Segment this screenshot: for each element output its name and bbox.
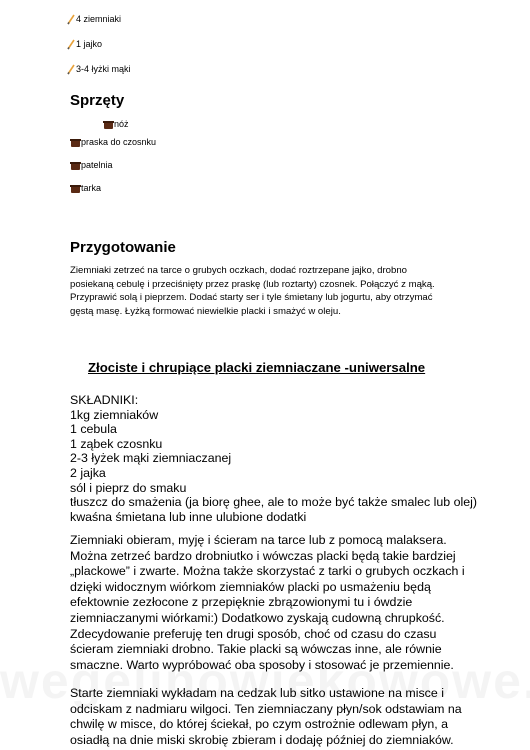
method-paragraph-1: [70, 533, 490, 673]
text-line: Zdecydowanie preferuję ten drugi sposób, choć od czasu do czasu: [70, 626, 437, 641]
equipment-label: tarka: [81, 183, 102, 193]
ingredient-line: sól i pieprz do smaku: [70, 480, 187, 495]
equipment-label: praska do czosnku: [81, 137, 157, 147]
text-line: ścieram ziemniaki drobno. Takie placki są wówczas inne, ale równie: [70, 642, 442, 657]
text-line: Ziemniaki obieram, myję i ścieram na tarce lub z pomocą malaksera.: [70, 533, 447, 547]
ingredient-label: 3-4 łyżki mąki: [76, 64, 131, 74]
ingredient-item: [67, 64, 131, 75]
text-line: odciskam z nadmiaru wilgoci. Ten ziemniaczany płyn/sok odstawiam na: [70, 701, 462, 716]
pencil-icon: [67, 39, 75, 50]
ingredient-line: 1 ząbek czosnku: [70, 436, 163, 451]
preparation-heading: Przygotowanie: [70, 239, 176, 256]
text-line: dzięki widocznym wiórkom ziemniaków placki po usmażeniu będą: [70, 579, 431, 594]
ingredient-label: 4 ziemniaki: [76, 14, 122, 24]
method-paragraph-2: [70, 686, 490, 748]
ingredient-item: [67, 14, 121, 25]
ingredient-line: tłuszcz do smażenia (ja biorę ghee, ale to może być także smalec lub olej): [70, 495, 478, 510]
preparation-text: [70, 264, 470, 318]
ingredient-item: [67, 39, 102, 50]
ingredients-heading: SKŁADNIKI:: [70, 393, 139, 407]
pot-icon: [103, 120, 114, 130]
equipment-item: [70, 183, 101, 194]
equipment-label: nóż: [114, 119, 129, 129]
ingredient-line: 1kg ziemniaków: [70, 407, 159, 422]
ingredient-line: 2-3 łyżek mąki ziemniaczanej: [70, 451, 232, 466]
ingredients-list: [70, 393, 477, 524]
ingredient-line: 1 cebula: [70, 422, 117, 437]
equipment-item: [103, 119, 129, 130]
ingredient-label: 1 jajko: [76, 39, 103, 49]
ingredient-line: kwaśna śmietana lub inne ulubione dodatki: [70, 509, 307, 524]
text-line: chwilę w misce, do której ściekał, po czym ostrożnie odlewam płyn, a: [70, 717, 449, 732]
text-line: Ziemniaki zetrzeć na tarce o grubych oczkach, dodać roztrzepane jajko, drobno: [70, 265, 408, 276]
equipment-label: patelnia: [81, 160, 113, 170]
text-line: posiekaną cebulę i przeciśnięty przez praskę (lub roztarty) czosnek. Połączyć z mąką.: [70, 278, 435, 290]
recipe-title: Złociste i chrupiące placki ziemniaczane -uniwersalne: [88, 360, 426, 375]
equipment-heading: Sprzęty: [70, 92, 125, 109]
pencil-icon: [67, 14, 75, 25]
text-line: efektownie zezłocone z przepięknie zbrązowionymi tu i ówdzie: [70, 595, 413, 610]
ingredient-line: 2 jajka: [70, 465, 106, 480]
text-line: ziemniaczanymi wiórkami:) Dodatkowo zyskają cudowną chrupkość.: [70, 610, 445, 625]
pot-icon: [70, 184, 81, 194]
pot-icon: [70, 138, 81, 148]
pencil-icon: [67, 64, 75, 75]
text-line: „plackowe” i zwarte. Można także skorzystać z tarki o grubych oczkach i: [70, 564, 465, 579]
equipment-item: [70, 137, 156, 148]
text-line: smaczne. Warto wypróbować oba sposoby i stosować je przemiennie.: [70, 657, 454, 672]
equipment-item: [70, 160, 113, 171]
text-line: Można zetrzeć bardzo drobniutko i wówczas placki będą takie bardziej: [70, 548, 456, 563]
text-line: gęstą masę. Łyżką formować niewielkie placki i smażyć w oleju.: [70, 305, 341, 317]
pot-icon: [70, 161, 81, 171]
text-line: Starte ziemniaki wykładam na cedzak lub sitko ustawione na misce i: [70, 686, 444, 700]
text-line: Przyprawić solą i pieprzem. Dodać starty ser i tyle śmietany lub jogurtu, aby otrzymać: [70, 292, 433, 303]
text-line: osiadłą na dnie miski skrobię zbieram i dodaję później do ziemniaków.: [70, 732, 454, 747]
